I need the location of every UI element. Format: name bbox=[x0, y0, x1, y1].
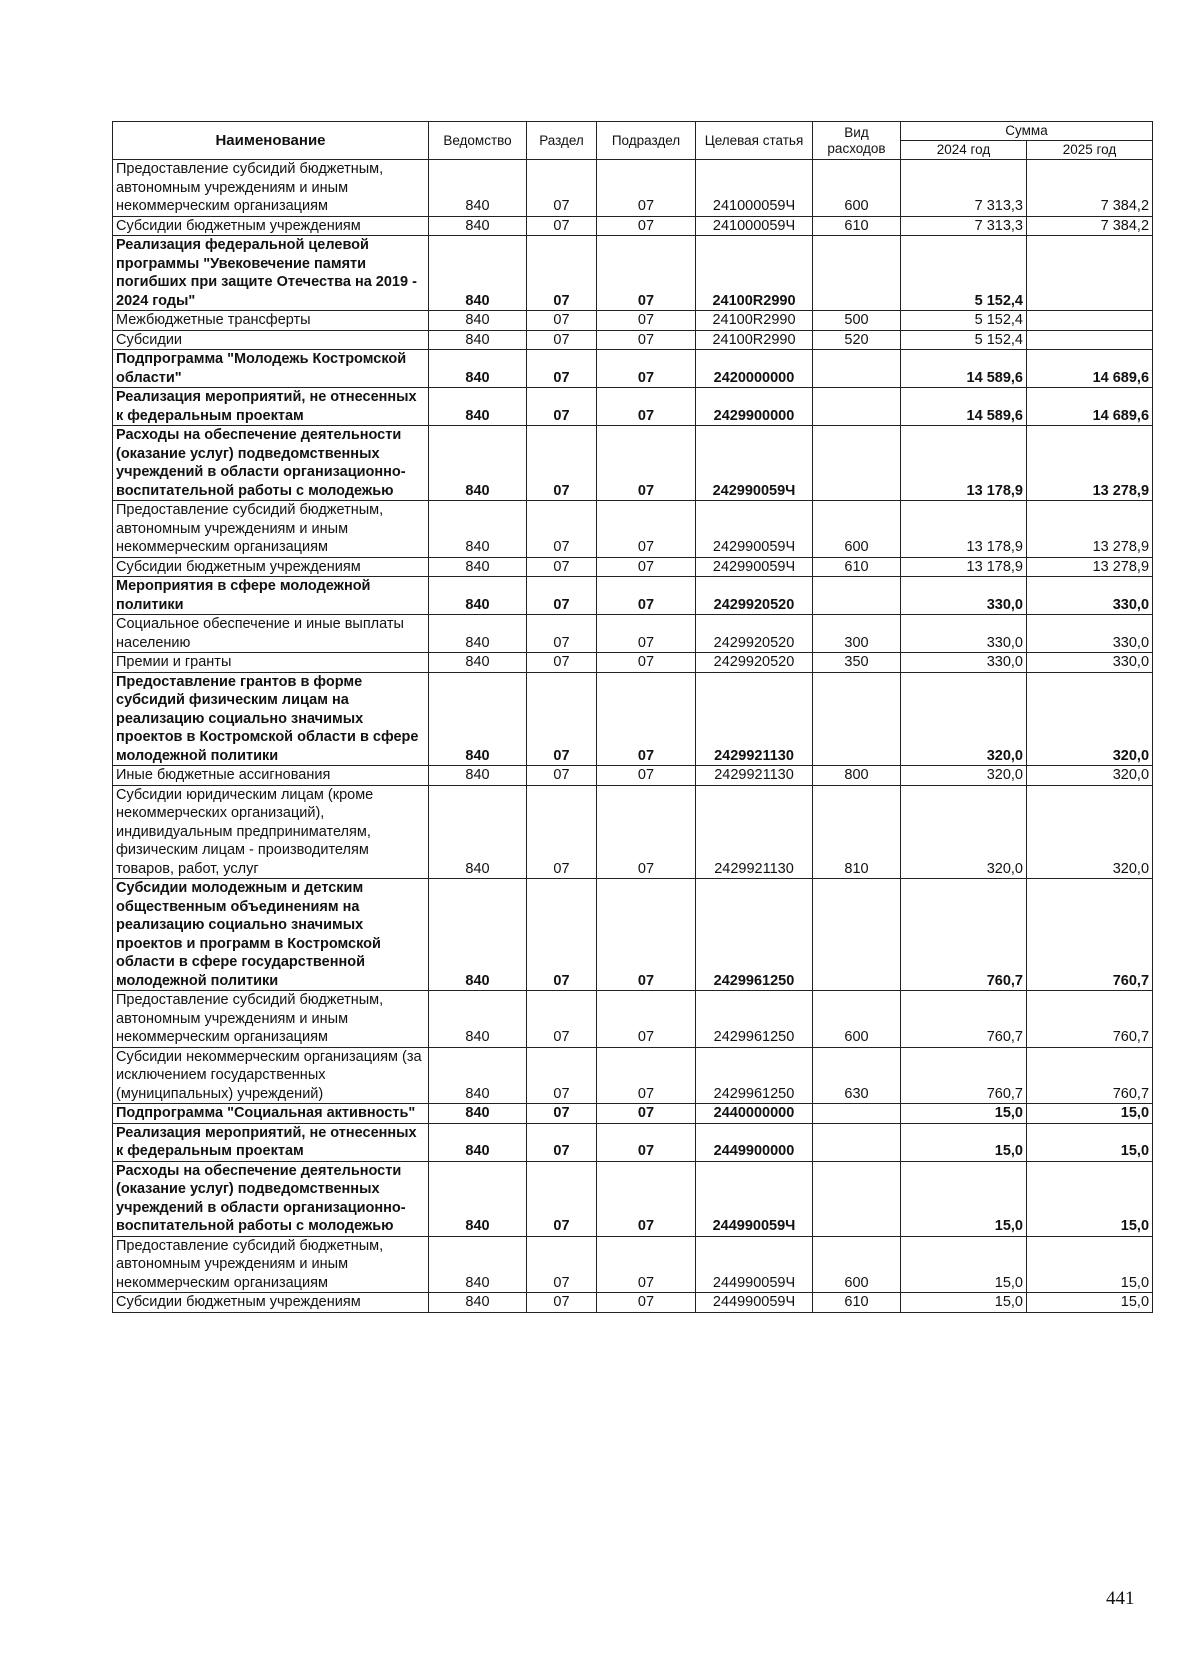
header-target-article: Целевая статья bbox=[696, 122, 813, 160]
cell-sum-2025: 15,0 bbox=[1027, 1161, 1153, 1236]
cell-subsection: 07 bbox=[597, 1236, 696, 1293]
cell-expense-type: 600 bbox=[813, 1236, 901, 1293]
header-name: Наименование bbox=[113, 122, 429, 160]
table-row bbox=[113, 1236, 1153, 1293]
cell-department: 840 bbox=[429, 216, 527, 236]
table-row bbox=[113, 330, 1153, 350]
cell-subsection: 07 bbox=[597, 350, 696, 388]
cell-expense-type: 810 bbox=[813, 785, 901, 879]
cell-target-article: 241000059Ч bbox=[696, 160, 813, 217]
cell-subsection: 07 bbox=[597, 426, 696, 501]
cell-sum-2025: 14 689,6 bbox=[1027, 388, 1153, 426]
cell-sum-2025: 320,0 bbox=[1027, 785, 1153, 879]
cell-target-article: 2429921130 bbox=[696, 672, 813, 766]
cell-name: Субсидии bbox=[113, 330, 429, 350]
cell-target-article: 2429961250 bbox=[696, 1047, 813, 1104]
cell-department: 840 bbox=[429, 236, 527, 311]
header-year-2025: 2025 год bbox=[1027, 141, 1153, 160]
cell-sum-2025: 7 384,2 bbox=[1027, 216, 1153, 236]
cell-target-article: 24100R2990 bbox=[696, 330, 813, 350]
cell-subsection: 07 bbox=[597, 311, 696, 331]
cell-name: Предоставление субсидий бюджетным, автономным учреждениям и иным некоммерческим организациям bbox=[113, 991, 429, 1048]
cell-sum-2025: 760,7 bbox=[1027, 1047, 1153, 1104]
cell-name: Предоставление грантов в форме субсидий физическим лицам на реализацию социально значимых проектов в Костромской области в сфере молодежной политики bbox=[113, 672, 429, 766]
cell-expense-type: 600 bbox=[813, 501, 901, 558]
cell-expense-type: 610 bbox=[813, 216, 901, 236]
cell-section: 07 bbox=[527, 653, 597, 673]
cell-department: 840 bbox=[429, 879, 527, 991]
cell-name: Реализация федеральной целевой программы "Увековечение памяти погибших при защите Отечества на 2019 - 2024 годы" bbox=[113, 236, 429, 311]
cell-expense-type: 500 bbox=[813, 311, 901, 331]
cell-section: 07 bbox=[527, 1293, 597, 1313]
cell-target-article: 244990059Ч bbox=[696, 1161, 813, 1236]
cell-subsection: 07 bbox=[597, 879, 696, 991]
cell-target-article: 2420000000 bbox=[696, 350, 813, 388]
cell-target-article: 2429920520 bbox=[696, 615, 813, 653]
table-row bbox=[113, 426, 1153, 501]
header-subsection: Подраздел bbox=[597, 122, 696, 160]
cell-sum-2025: 330,0 bbox=[1027, 615, 1153, 653]
cell-sum-2025: 15,0 bbox=[1027, 1293, 1153, 1313]
table-row bbox=[113, 615, 1153, 653]
cell-sum-2024: 15,0 bbox=[901, 1123, 1027, 1161]
table-row bbox=[113, 653, 1153, 673]
cell-sum-2025: 13 278,9 bbox=[1027, 501, 1153, 558]
cell-section: 07 bbox=[527, 330, 597, 350]
cell-target-article: 242990059Ч bbox=[696, 501, 813, 558]
cell-sum-2024: 330,0 bbox=[901, 653, 1027, 673]
cell-sum-2025 bbox=[1027, 311, 1153, 331]
cell-section: 07 bbox=[527, 1236, 597, 1293]
cell-target-article: 242990059Ч bbox=[696, 426, 813, 501]
cell-target-article: 2429920520 bbox=[696, 577, 813, 615]
cell-expense-type bbox=[813, 879, 901, 991]
cell-target-article: 241000059Ч bbox=[696, 216, 813, 236]
cell-sum-2024: 320,0 bbox=[901, 672, 1027, 766]
cell-department: 840 bbox=[429, 1104, 527, 1124]
cell-name: Расходы на обеспечение деятельности (оказание услуг) подведомственных учреждений в области организационно-воспитательной работы с молодежью bbox=[113, 1161, 429, 1236]
cell-sum-2025 bbox=[1027, 236, 1153, 311]
cell-name: Предоставление субсидий бюджетным, автономным учреждениям и иным некоммерческим организациям bbox=[113, 160, 429, 217]
cell-department: 840 bbox=[429, 653, 527, 673]
cell-sum-2024: 7 313,3 bbox=[901, 160, 1027, 217]
cell-section: 07 bbox=[527, 160, 597, 217]
cell-sum-2025: 13 278,9 bbox=[1027, 557, 1153, 577]
header-expense-type: Вид расходов bbox=[813, 122, 901, 160]
cell-expense-type bbox=[813, 577, 901, 615]
header-sum: Сумма bbox=[901, 122, 1153, 141]
cell-sum-2024: 330,0 bbox=[901, 615, 1027, 653]
cell-subsection: 07 bbox=[597, 991, 696, 1048]
cell-sum-2024: 13 178,9 bbox=[901, 501, 1027, 558]
cell-sum-2025: 760,7 bbox=[1027, 879, 1153, 991]
cell-department: 840 bbox=[429, 615, 527, 653]
table-row bbox=[113, 672, 1153, 766]
cell-sum-2025: 15,0 bbox=[1027, 1104, 1153, 1124]
table-row bbox=[113, 216, 1153, 236]
cell-sum-2025: 15,0 bbox=[1027, 1123, 1153, 1161]
cell-sum-2024: 14 589,6 bbox=[901, 388, 1027, 426]
cell-name: Предоставление субсидий бюджетным, автономным учреждениям и иным некоммерческим организациям bbox=[113, 501, 429, 558]
cell-subsection: 07 bbox=[597, 1293, 696, 1313]
cell-sum-2025: 14 689,6 bbox=[1027, 350, 1153, 388]
cell-target-article: 24100R2990 bbox=[696, 236, 813, 311]
cell-section: 07 bbox=[527, 991, 597, 1048]
cell-subsection: 07 bbox=[597, 1161, 696, 1236]
cell-expense-type: 600 bbox=[813, 160, 901, 217]
cell-department: 840 bbox=[429, 330, 527, 350]
cell-sum-2024: 15,0 bbox=[901, 1161, 1027, 1236]
cell-target-article: 2429920520 bbox=[696, 653, 813, 673]
cell-subsection: 07 bbox=[597, 501, 696, 558]
cell-sum-2025 bbox=[1027, 330, 1153, 350]
cell-subsection: 07 bbox=[597, 653, 696, 673]
cell-name: Иные бюджетные ассигнования bbox=[113, 766, 429, 786]
cell-name: Расходы на обеспечение деятельности (оказание услуг) подведомственных учреждений в области организационно-воспитательной работы с молодежью bbox=[113, 426, 429, 501]
cell-section: 07 bbox=[527, 501, 597, 558]
cell-sum-2024: 14 589,6 bbox=[901, 350, 1027, 388]
table-row bbox=[113, 311, 1153, 331]
cell-subsection: 07 bbox=[597, 672, 696, 766]
cell-department: 840 bbox=[429, 426, 527, 501]
cell-section: 07 bbox=[527, 216, 597, 236]
cell-sum-2024: 330,0 bbox=[901, 577, 1027, 615]
cell-section: 07 bbox=[527, 557, 597, 577]
cell-department: 840 bbox=[429, 785, 527, 879]
cell-sum-2024: 15,0 bbox=[901, 1293, 1027, 1313]
cell-section: 07 bbox=[527, 1104, 597, 1124]
table-row bbox=[113, 1123, 1153, 1161]
cell-sum-2025: 13 278,9 bbox=[1027, 426, 1153, 501]
table-body bbox=[113, 160, 1153, 1313]
cell-name: Субсидии юридическим лицам (кроме некоммерческих организаций), индивидуальным предпринимателям, физическим лицам - производителям товаров, работ, услуг bbox=[113, 785, 429, 879]
cell-sum-2025: 760,7 bbox=[1027, 991, 1153, 1048]
cell-name: Реализация мероприятий, не отнесенных к федеральным проектам bbox=[113, 1123, 429, 1161]
cell-sum-2024: 760,7 bbox=[901, 879, 1027, 991]
cell-subsection: 07 bbox=[597, 216, 696, 236]
cell-subsection: 07 bbox=[597, 577, 696, 615]
cell-section: 07 bbox=[527, 311, 597, 331]
cell-expense-type: 520 bbox=[813, 330, 901, 350]
cell-name: Субсидии бюджетным учреждениям bbox=[113, 1293, 429, 1313]
cell-section: 07 bbox=[527, 879, 597, 991]
budget-table bbox=[112, 121, 1153, 1313]
cell-name: Межбюджетные трансферты bbox=[113, 311, 429, 331]
cell-target-article: 2429921130 bbox=[696, 766, 813, 786]
table-row bbox=[113, 388, 1153, 426]
cell-sum-2024: 7 313,3 bbox=[901, 216, 1027, 236]
cell-department: 840 bbox=[429, 311, 527, 331]
header-department: Ведомство bbox=[429, 122, 527, 160]
cell-expense-type: 600 bbox=[813, 991, 901, 1048]
cell-name: Субсидии бюджетным учреждениям bbox=[113, 216, 429, 236]
cell-subsection: 07 bbox=[597, 1123, 696, 1161]
cell-name: Подпрограмма "Социальная активность" bbox=[113, 1104, 429, 1124]
cell-section: 07 bbox=[527, 785, 597, 879]
cell-section: 07 bbox=[527, 1123, 597, 1161]
cell-expense-type bbox=[813, 426, 901, 501]
cell-name: Субсидии некоммерческим организациям (за исключением государственных (муниципальных) учреждений) bbox=[113, 1047, 429, 1104]
cell-name: Мероприятия в сфере молодежной политики bbox=[113, 577, 429, 615]
cell-subsection: 07 bbox=[597, 785, 696, 879]
cell-department: 840 bbox=[429, 501, 527, 558]
cell-name: Реализация мероприятий, не отнесенных к федеральным проектам bbox=[113, 388, 429, 426]
cell-subsection: 07 bbox=[597, 766, 696, 786]
cell-sum-2024: 13 178,9 bbox=[901, 426, 1027, 501]
cell-department: 840 bbox=[429, 1161, 527, 1236]
cell-name: Субсидии бюджетным учреждениям bbox=[113, 557, 429, 577]
table-row bbox=[113, 1293, 1153, 1313]
cell-subsection: 07 bbox=[597, 330, 696, 350]
cell-expense-type bbox=[813, 672, 901, 766]
cell-sum-2025: 7 384,2 bbox=[1027, 160, 1153, 217]
cell-target-article: 2440000000 bbox=[696, 1104, 813, 1124]
cell-department: 840 bbox=[429, 160, 527, 217]
cell-expense-type bbox=[813, 236, 901, 311]
cell-sum-2024: 5 152,4 bbox=[901, 330, 1027, 350]
cell-sum-2024: 15,0 bbox=[901, 1104, 1027, 1124]
cell-department: 840 bbox=[429, 766, 527, 786]
cell-sum-2024: 760,7 bbox=[901, 991, 1027, 1048]
cell-department: 840 bbox=[429, 1236, 527, 1293]
table-header bbox=[113, 122, 1153, 160]
cell-sum-2024: 760,7 bbox=[901, 1047, 1027, 1104]
cell-department: 840 bbox=[429, 388, 527, 426]
cell-expense-type bbox=[813, 1123, 901, 1161]
table-row bbox=[113, 577, 1153, 615]
table-row bbox=[113, 879, 1153, 991]
cell-expense-type bbox=[813, 388, 901, 426]
cell-target-article: 2429921130 bbox=[696, 785, 813, 879]
cell-section: 07 bbox=[527, 1161, 597, 1236]
cell-department: 840 bbox=[429, 991, 527, 1048]
cell-department: 840 bbox=[429, 1047, 527, 1104]
cell-name: Субсидии молодежным и детским общественным объединениям на реализацию социально значимых проектов и программ в Костромской области в сфере государственной молодежной политики bbox=[113, 879, 429, 991]
cell-name: Предоставление субсидий бюджетным, автономным учреждениям и иным некоммерческим организациям bbox=[113, 1236, 429, 1293]
cell-sum-2024: 13 178,9 bbox=[901, 557, 1027, 577]
cell-name: Социальное обеспечение и иные выплаты населению bbox=[113, 615, 429, 653]
cell-expense-type bbox=[813, 1104, 901, 1124]
cell-section: 07 bbox=[527, 1047, 597, 1104]
cell-expense-type: 300 bbox=[813, 615, 901, 653]
table-row bbox=[113, 991, 1153, 1048]
cell-section: 07 bbox=[527, 577, 597, 615]
header-year-2024: 2024 год bbox=[901, 141, 1027, 160]
cell-subsection: 07 bbox=[597, 388, 696, 426]
table-row bbox=[113, 160, 1153, 217]
cell-target-article: 244990059Ч bbox=[696, 1293, 813, 1313]
cell-sum-2025: 320,0 bbox=[1027, 766, 1153, 786]
cell-target-article: 24100R2990 bbox=[696, 311, 813, 331]
table-row bbox=[113, 1047, 1153, 1104]
cell-sum-2025: 15,0 bbox=[1027, 1236, 1153, 1293]
cell-department: 840 bbox=[429, 557, 527, 577]
cell-subsection: 07 bbox=[597, 615, 696, 653]
cell-expense-type: 800 bbox=[813, 766, 901, 786]
cell-subsection: 07 bbox=[597, 1104, 696, 1124]
cell-subsection: 07 bbox=[597, 160, 696, 217]
cell-department: 840 bbox=[429, 1123, 527, 1161]
cell-target-article: 2429961250 bbox=[696, 991, 813, 1048]
table-row bbox=[113, 501, 1153, 558]
cell-section: 07 bbox=[527, 672, 597, 766]
cell-section: 07 bbox=[527, 615, 597, 653]
cell-department: 840 bbox=[429, 672, 527, 766]
cell-expense-type: 350 bbox=[813, 653, 901, 673]
cell-expense-type bbox=[813, 350, 901, 388]
table-row bbox=[113, 236, 1153, 311]
cell-subsection: 07 bbox=[597, 557, 696, 577]
cell-sum-2024: 15,0 bbox=[901, 1236, 1027, 1293]
cell-sum-2024: 5 152,4 bbox=[901, 236, 1027, 311]
cell-target-article: 2429900000 bbox=[696, 388, 813, 426]
cell-subsection: 07 bbox=[597, 236, 696, 311]
table-row bbox=[113, 785, 1153, 879]
cell-sum-2024: 5 152,4 bbox=[901, 311, 1027, 331]
cell-sum-2025: 330,0 bbox=[1027, 577, 1153, 615]
cell-name: Премии и гранты bbox=[113, 653, 429, 673]
table-row bbox=[113, 1104, 1153, 1124]
table-row bbox=[113, 1161, 1153, 1236]
header-section: Раздел bbox=[527, 122, 597, 160]
cell-department: 840 bbox=[429, 577, 527, 615]
page-number: 441 bbox=[1106, 1588, 1135, 1609]
cell-target-article: 2449900000 bbox=[696, 1123, 813, 1161]
table-row bbox=[113, 766, 1153, 786]
cell-section: 07 bbox=[527, 426, 597, 501]
cell-target-article: 244990059Ч bbox=[696, 1236, 813, 1293]
table-row bbox=[113, 350, 1153, 388]
cell-department: 840 bbox=[429, 1293, 527, 1313]
cell-section: 07 bbox=[527, 388, 597, 426]
cell-expense-type bbox=[813, 1161, 901, 1236]
cell-expense-type: 630 bbox=[813, 1047, 901, 1104]
cell-name: Подпрограмма "Молодежь Костромской области" bbox=[113, 350, 429, 388]
cell-expense-type: 610 bbox=[813, 1293, 901, 1313]
cell-expense-type: 610 bbox=[813, 557, 901, 577]
cell-section: 07 bbox=[527, 236, 597, 311]
cell-sum-2025: 330,0 bbox=[1027, 653, 1153, 673]
cell-target-article: 2429961250 bbox=[696, 879, 813, 991]
cell-sum-2025: 320,0 bbox=[1027, 672, 1153, 766]
cell-sum-2024: 320,0 bbox=[901, 766, 1027, 786]
cell-section: 07 bbox=[527, 350, 597, 388]
cell-sum-2024: 320,0 bbox=[901, 785, 1027, 879]
cell-department: 840 bbox=[429, 350, 527, 388]
cell-section: 07 bbox=[527, 766, 597, 786]
table-row bbox=[113, 557, 1153, 577]
cell-target-article: 242990059Ч bbox=[696, 557, 813, 577]
cell-subsection: 07 bbox=[597, 1047, 696, 1104]
